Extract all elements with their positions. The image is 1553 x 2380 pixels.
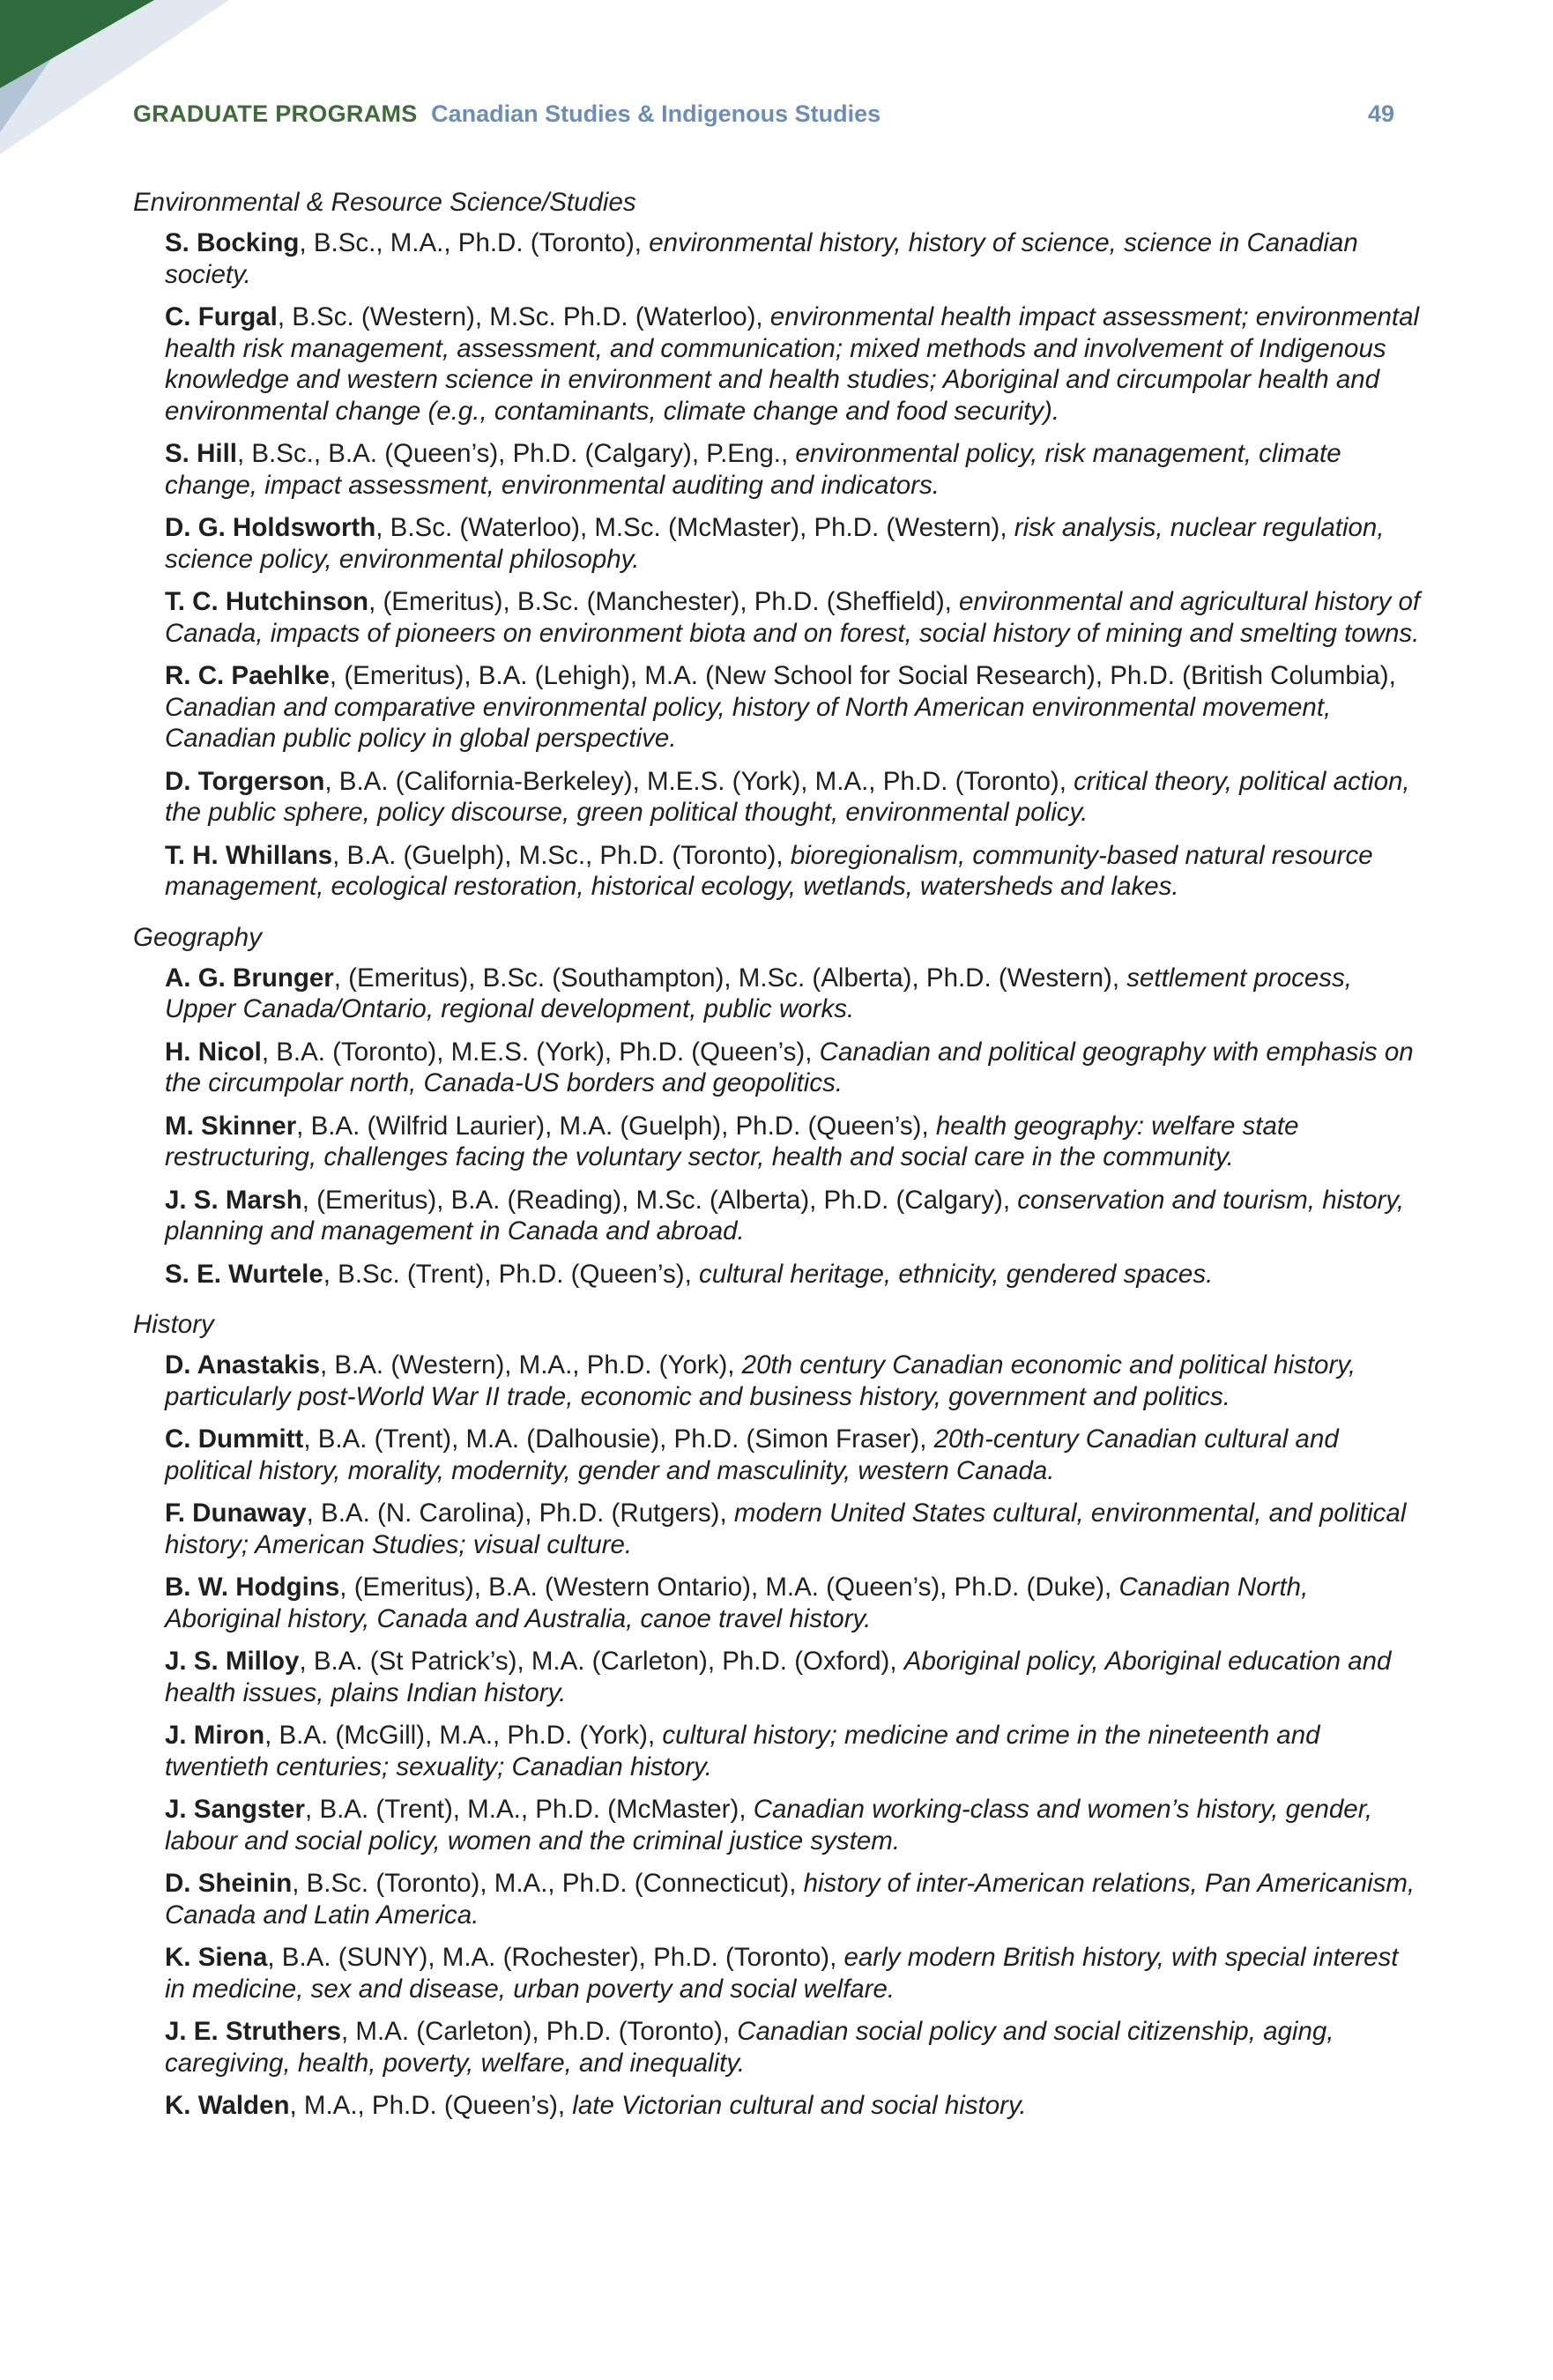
faculty-research-interests: environmental policy, risk management, climate change, impact assessment, environmental auditing and indicators. <box>165 439 1341 500</box>
faculty-name: J. Sangster <box>165 1795 306 1824</box>
faculty-list <box>165 1350 1421 2122</box>
faculty-credentials: , M.A., Ph.D. (Queen’s), <box>289 2091 573 2120</box>
faculty-credentials: , B.A. (Guelph), M.Sc., Ph.D. (Toronto), <box>332 840 791 870</box>
faculty-research-interests: Canadian social policy and social citizenship, aging, caregiving, health, poverty, welfare, and inequality. <box>165 2017 1334 2078</box>
faculty-credentials: , (Emeritus), B.Sc. (Southampton), M.Sc. (Alberta), Ph.D. (Western), <box>333 963 1127 993</box>
faculty-name: K. Siena <box>165 1943 268 1972</box>
faculty-credentials: , (Emeritus), B.A. (Lehigh), M.A. (New School for Social Research), Ph.D. (British Columbia), <box>329 661 1396 690</box>
faculty-entry <box>165 1185 1421 1247</box>
faculty-research-interests: health geography: welfare state restructuring, challenges facing the voluntary sector, health and social care in the community. <box>165 1111 1299 1171</box>
faculty-name: R. C. Paehlke <box>165 661 330 690</box>
faculty-credentials: , B.Sc. (Western), M.Sc. Ph.D. (Waterloo), <box>277 302 770 331</box>
faculty-entry <box>165 1720 1421 1782</box>
faculty-research-interests: Canadian and comparative environmental policy, history of North American environmental movement, Canadian public policy in global perspective. <box>165 692 1332 753</box>
faculty-name: M. Skinner <box>165 1111 297 1141</box>
faculty-name: B. W. Hodgins <box>165 1573 340 1602</box>
faculty-research-interests: late Victorian cultural and social history. <box>572 2091 1027 2120</box>
faculty-credentials: , B.Sc. (Toronto), M.A., Ph.D. (Connecticut), <box>292 1869 804 1898</box>
faculty-credentials: , M.A. (Carleton), Ph.D. (Toronto), <box>341 2017 738 2046</box>
faculty-research-interests: conservation and tourism, history, planning and management in Canada and abroad. <box>165 1185 1405 1246</box>
faculty-credentials: , (Emeritus), B.A. (Reading), M.Sc. (Alberta), Ph.D. (Calgary), <box>301 1185 1018 1215</box>
faculty-credentials: , B.A. (Trent), M.A., Ph.D. (McMaster), <box>305 1795 754 1824</box>
faculty-credentials: , B.A. (St Patrick’s), M.A. (Carleton), Ph.D. (Oxford), <box>299 1647 904 1676</box>
corner-decoration <box>0 0 229 154</box>
faculty-list <box>165 963 1421 1290</box>
faculty-entry <box>165 1498 1421 1560</box>
faculty-name: C. Furgal <box>165 302 278 331</box>
faculty-research-interests: 20th-century Canadian cultural and political history, morality, modernity, gender and masculinity, western Canada. <box>165 1424 1339 1485</box>
running-head-title <box>133 100 881 128</box>
section <box>133 187 1421 903</box>
faculty-credentials: , B.A. (Toronto), M.E.S. (York), Ph.D. (Queen’s), <box>261 1037 820 1067</box>
faculty-entry <box>165 660 1421 755</box>
faculty-entry <box>165 301 1421 427</box>
faculty-credentials: , (Emeritus), B.Sc. (Manchester), Ph.D. (Sheffield), <box>368 587 960 616</box>
faculty-entry <box>165 2016 1421 2079</box>
faculty-research-interests: risk analysis, nuclear regulation, science policy, environmental philosophy. <box>165 513 1385 574</box>
faculty-entry <box>165 1942 1421 2004</box>
faculty-entry <box>165 2090 1421 2122</box>
faculty-research-interests: Canadian and political geography with emphasis on the circumpolar north, Canada-US borders and geopolitics. <box>165 1037 1414 1097</box>
faculty-research-interests: critical theory, political action, the public sphere, policy discourse, green political thought, environmental policy. <box>165 766 1410 827</box>
faculty-name: D. Sheinin <box>165 1869 293 1898</box>
faculty-credentials: , B.Sc., B.A. (Queen’s), Ph.D. (Calgary), P.Eng., <box>236 439 796 468</box>
faculty-entry <box>165 1350 1421 1412</box>
faculty-name: D. Anastakis <box>165 1350 320 1380</box>
faculty-credentials: , B.A. (SUNY), M.A. (Rochester), Ph.D. (Toronto), <box>267 1943 844 1972</box>
faculty-entry <box>165 1424 1421 1486</box>
faculty-name: F. Dunaway <box>165 1499 307 1528</box>
faculty-credentials: , B.A. (Western), M.A., Ph.D. (York), <box>319 1350 742 1380</box>
page-number: 49 <box>1367 100 1394 127</box>
faculty-name: D. G. Holdsworth <box>165 513 376 542</box>
faculty-name: J. Miron <box>165 1721 265 1750</box>
header-section: GRADUATE PROGRAMS <box>133 100 418 127</box>
faculty-credentials: , B.A. (California-Berkeley), M.E.S. (York), M.A., Ph.D. (Toronto), <box>324 766 1074 796</box>
faculty-name: C. Dummitt <box>165 1424 304 1454</box>
faculty-entry <box>165 1259 1421 1290</box>
faculty-name: S. Bocking <box>165 228 300 257</box>
faculty-name: T. C. Hutchinson <box>165 587 369 616</box>
faculty-research-interests: cultural heritage, ethnicity, gendered spaces. <box>699 1259 1214 1289</box>
faculty-credentials: , B.A. (Wilfrid Laurier), M.A. (Guelph), Ph.D. (Queen’s), <box>296 1111 936 1141</box>
faculty-entry <box>165 1794 1421 1856</box>
faculty-research-interests: history of inter-American relations, Pan Americanism, Canada and Latin America. <box>165 1869 1416 1930</box>
faculty-research-interests: environmental and agricultural history of Canada, impacts of pioneers on environment biota and on forest, social history of mining and smelting towns. <box>165 587 1421 648</box>
faculty-research-interests: early modern British history, with special interest in medicine, sex and disease, urban poverty and social welfare. <box>165 1943 1399 2004</box>
faculty-name: J. S. Milloy <box>165 1647 300 1676</box>
faculty-list <box>165 227 1421 903</box>
faculty-name: S. E. Wurtele <box>165 1259 323 1289</box>
section <box>133 1309 1421 2122</box>
faculty-research-interests: environmental history, history of science, science in Canadian society. <box>165 228 1358 289</box>
faculty-entry <box>165 438 1421 501</box>
faculty-research-interests: modern United States cultural, environmental, and political history; American Studies; visual culture. <box>165 1499 1407 1559</box>
faculty-entry <box>165 227 1421 290</box>
section <box>133 922 1421 1290</box>
faculty-credentials: , (Emeritus), B.A. (Western Ontario), M.A. (Queen’s), Ph.D. (Duke), <box>339 1573 1119 1602</box>
faculty-entry <box>165 1111 1421 1173</box>
faculty-name: J. E. Struthers <box>165 2017 342 2046</box>
faculty-name: S. Hill <box>165 439 237 468</box>
faculty-credentials: , B.Sc., M.A., Ph.D. (Toronto), <box>299 228 650 257</box>
faculty-credentials: , B.A. (N. Carolina), Ph.D. (Rutgers), <box>306 1499 734 1528</box>
faculty-research-interests: cultural history; medicine and crime in the nineteenth and twentieth centuries; sexuality; Canadian history. <box>165 1721 1320 1781</box>
faculty-entry <box>165 1572 1421 1634</box>
faculty-name: J. S. Marsh <box>165 1185 302 1215</box>
faculty-listing <box>133 187 1421 2141</box>
section-title: Environmental & Resource Science/Studies <box>133 188 636 217</box>
faculty-name: K. Walden <box>165 2091 290 2120</box>
running-head <box>133 100 1394 128</box>
faculty-entry <box>165 1646 1421 1708</box>
faculty-research-interests: Aboriginal policy, Aboriginal education and health issues, plains Indian history. <box>165 1647 1392 1707</box>
faculty-credentials: , B.A. (McGill), M.A., Ph.D. (York), <box>264 1721 663 1750</box>
faculty-credentials: , B.A. (Trent), M.A. (Dalhousie), Ph.D. (Simon Fraser), <box>303 1424 934 1454</box>
faculty-entry <box>165 512 1421 575</box>
faculty-research-interests: 20th century Canadian economic and political history, particularly post-World War II trade, economic and business history, government and politics. <box>165 1350 1356 1411</box>
faculty-entry <box>165 1868 1421 1930</box>
faculty-entry <box>165 1037 1421 1099</box>
faculty-name: T. H. Whillans <box>165 840 333 870</box>
faculty-name: H. Nicol <box>165 1037 262 1067</box>
faculty-credentials: , B.Sc. (Trent), Ph.D. (Queen’s), <box>323 1259 700 1289</box>
faculty-entry <box>165 586 1421 649</box>
faculty-entry <box>165 766 1421 829</box>
faculty-entry <box>165 840 1421 903</box>
faculty-entry <box>165 963 1421 1025</box>
faculty-research-interests: Canadian North, Aboriginal history, Canada and Australia, canoe travel history. <box>165 1573 1309 1633</box>
faculty-name: A. G. Brunger <box>165 963 334 993</box>
faculty-research-interests: environmental health impact assessment; environmental health risk management, assessment, and communication; mixed methods and involvement of Indigenous knowledge and western science in environment and health studies; Aboriginal and circumpolar health and environmental change (e.g., contaminants, climate change and food security). <box>165 302 1420 426</box>
section-title: History <box>133 1310 214 1339</box>
faculty-research-interests: settlement process, Upper Canada/Ontario, regional development, public works. <box>165 963 1352 1023</box>
faculty-research-interests: Canadian working-class and women’s history, gender, labour and social policy, women and the criminal justice system. <box>165 1795 1373 1856</box>
faculty-research-interests: bioregionalism, community-based natural resource management, ecological restoration, historical ecology, wetlands, watersheds and lakes. <box>165 840 1373 901</box>
header-subject: Canadian Studies & Indigenous Studies <box>431 100 881 127</box>
faculty-credentials: , B.Sc. (Waterloo), M.Sc. (McMaster), Ph.D. (Western), <box>375 513 1014 542</box>
section-title: Geography <box>133 922 262 952</box>
faculty-name: D. Torgerson <box>165 766 325 796</box>
